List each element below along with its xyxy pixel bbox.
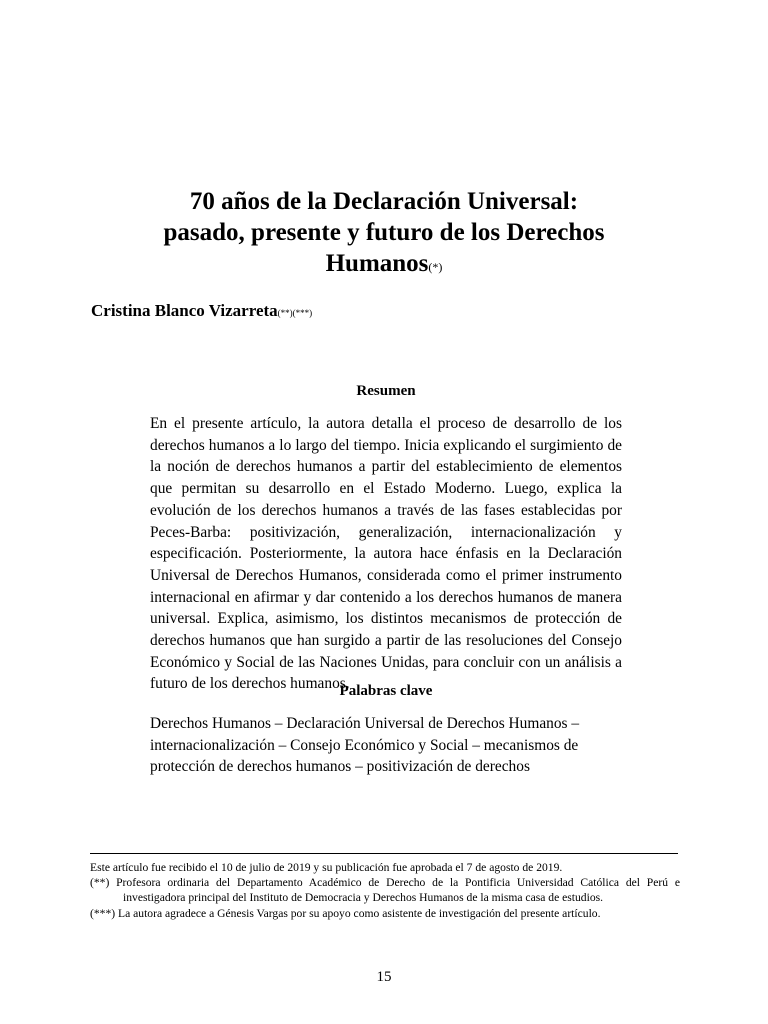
abstract-text: En el presente artículo, la autora detalla el proceso de desarrollo de los derechos humanos a lo largo del tiempo. Inicia explicando el surgimiento de la noción de derechos humanos a partir del establecimiento de elementos que permitan su desarrollo en el Estado Moderno. Luego, explica la evolución de los derechos humanos a través de las fases establecidas por Peces-Barba: positivización, generalización, internacionalización y especificación. Posteriormente, la autora hace énfasis en la Declaración Universal de Derechos Humanos, considerada como el primer instrumento internacional en afirmar y dar contenido a los derechos humanos de manera universal. Explica, asimismo, los distintos mecanismos de protección de derechos humanos que han surgido a partir de las resoluciones del Consejo Económico y Social de las Naciones Unidas, para concluir con un análisis a futuro de los derechos humanos. — [150, 415, 622, 693]
author-name — [91, 300, 312, 324]
title-line-3 — [90, 248, 678, 283]
footnote-separator — [90, 853, 678, 854]
author-footnote-marks: (**)(***) — [277, 308, 313, 318]
article-title — [90, 186, 678, 283]
title-line-1: 70 años de la Declaración Universal: — [189, 188, 579, 215]
title-line-3-text: Humanos — [325, 250, 429, 277]
footnote-received: Este artículo fue recibido el 10 de julio de 2019 y su publicación fue aprobada el 7 de agosto de 2019. — [90, 861, 563, 874]
title-footnote-mark: (*) — [428, 260, 443, 274]
page-number: 15 — [376, 969, 392, 985]
title-line-2: pasado, presente y futuro de los Derechos — [163, 219, 605, 246]
footnote-acknowledgement: (***) La autora agradece a Génesis Vargas por su apoyo como asistente de investigación del presente artículo. — [90, 906, 601, 920]
keywords-heading: Palabras clave — [339, 683, 433, 699]
keywords-text: Derechos Humanos – Declaración Universal de Derechos Humanos – internacionalización – Consejo Económico y Social – mecanismos de protección de derechos humanos – positivización de derechos — [150, 715, 580, 776]
footnotes — [90, 860, 680, 921]
author-name-text: Cristina Blanco Vizarreta — [91, 301, 278, 320]
footnote-author-affiliation: (**) Profesora ordinaria del Departamento Académico de Derecho de la Pontificia Universidad Católica del Perú e investigadora principal del Instituto de Democracia y Derechos Humanos de la misma casa de estudios. — [90, 876, 680, 905]
abstract-heading: Resumen — [356, 383, 416, 399]
